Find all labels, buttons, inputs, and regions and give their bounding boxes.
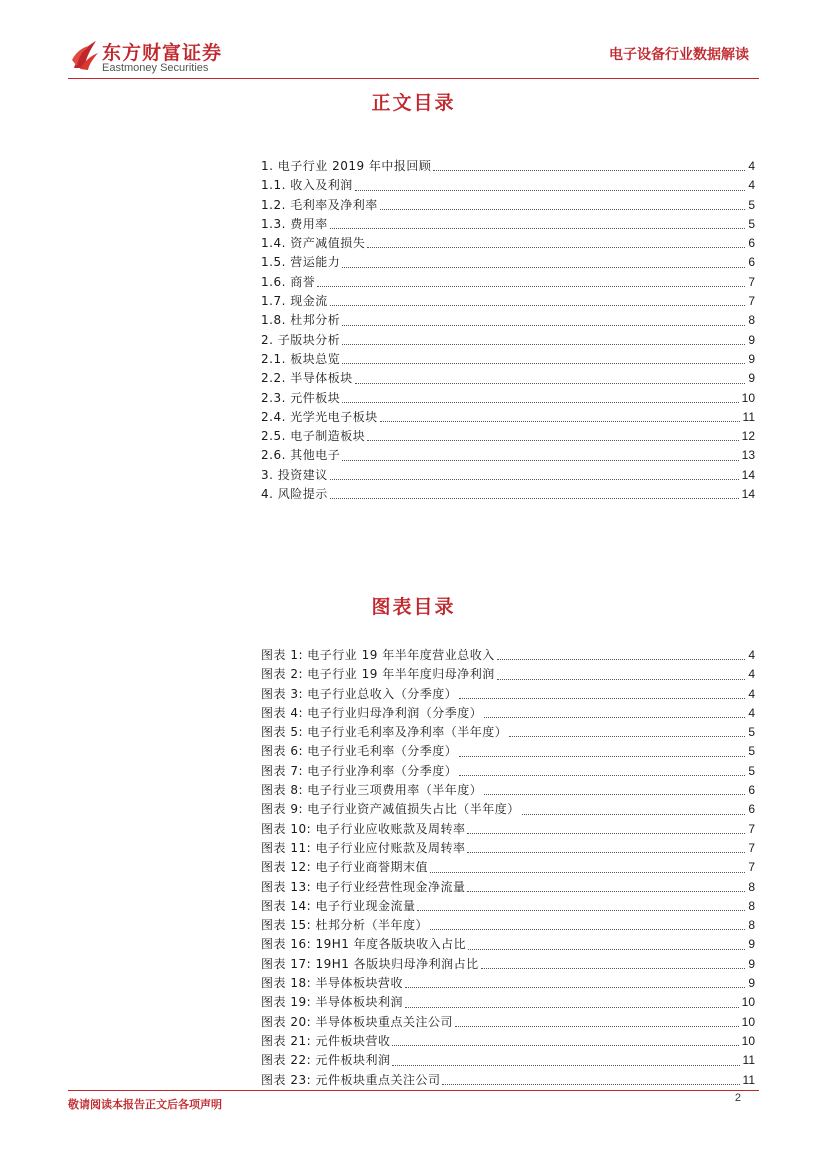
- figure-entry[interactable]: [261, 723, 755, 742]
- toc-entry-label: 2.1. 板块总览: [261, 351, 341, 366]
- figure-entry-label: 图表 12: 电子行业商誉期末值: [261, 860, 428, 875]
- toc-entry-label: 1.2. 毛利率及净利率: [261, 197, 378, 212]
- dot-leader: [455, 1026, 739, 1027]
- list-of-figures: [261, 646, 755, 1090]
- figure-entry-label: 图表 10: 电子行业应收账款及周转率: [261, 821, 466, 836]
- header-divider: [68, 78, 759, 79]
- figure-entry-label: 图表 17: 19H1 各版块归母净利润占比: [261, 956, 479, 971]
- figure-entry-label: 图表 11: 电子行业应付账款及周转率: [261, 840, 466, 855]
- toc-entry-label: 1.3. 费用率: [261, 216, 328, 231]
- toc-entry-label: 1.4. 资产减值损失: [261, 236, 366, 251]
- figure-entry-page: 10: [741, 1014, 755, 1029]
- toc-entry[interactable]: [261, 446, 755, 465]
- dot-leader: [497, 679, 746, 680]
- toc-entry-page: 4: [748, 159, 755, 173]
- dot-leader: [342, 344, 745, 345]
- figure-entry-page: 11: [742, 1072, 755, 1087]
- toc-entry[interactable]: [261, 427, 755, 446]
- dot-leader: [522, 814, 746, 815]
- page-number: 2: [734, 1092, 741, 1104]
- figure-entry-label: 图表 22: 元件板块利润: [261, 1053, 391, 1068]
- dot-leader: [392, 1065, 739, 1066]
- dot-leader: [317, 286, 745, 287]
- figure-entry-page: 6: [748, 802, 755, 817]
- figure-entry-page: 4: [748, 705, 755, 720]
- logo-english-name: Eastmoney Securities: [102, 62, 209, 74]
- figure-entry[interactable]: [261, 916, 755, 935]
- dot-leader: [380, 209, 746, 210]
- toc-entry[interactable]: [261, 234, 755, 253]
- figure-entry-label: 图表 4: 电子行业归母净利润（分季度）: [261, 705, 483, 720]
- figure-entry[interactable]: [261, 781, 755, 800]
- toc-entry[interactable]: [261, 466, 755, 485]
- figures-title: 图表目录: [371, 596, 456, 618]
- dot-leader: [467, 852, 745, 853]
- figure-entry-label: 图表 19: 半导体板块利润: [261, 995, 403, 1010]
- figure-entry-label: 图表 3: 电子行业总收入（分季度）: [261, 686, 458, 701]
- figure-entry-page: 5: [748, 725, 755, 740]
- toc-entry-page: 6: [748, 236, 755, 251]
- dot-leader: [430, 929, 745, 930]
- footer-disclaimer: 敬请阅读本报告正文后各项声明: [68, 1098, 222, 1111]
- toc-entry-page: 9: [748, 351, 755, 366]
- figure-entry-page: 4: [748, 667, 755, 682]
- toc-entry-label: 2.4. 光学光电子板块: [261, 409, 378, 424]
- toc-entry-page: 4: [748, 178, 755, 193]
- figure-entry-label: 图表 13: 电子行业经营性现金净流量: [261, 879, 466, 894]
- dot-leader: [330, 498, 739, 499]
- figure-entry[interactable]: [261, 1071, 755, 1090]
- dot-leader: [330, 305, 746, 306]
- dot-leader: [342, 402, 738, 403]
- logo-chinese-name: 东方财富证券: [102, 42, 223, 64]
- figure-entry-page: 8: [748, 879, 755, 894]
- dot-leader: [497, 659, 746, 660]
- figure-entry[interactable]: [261, 762, 755, 781]
- figure-entry-label: 图表 15: 杜邦分析（半年度）: [261, 918, 428, 933]
- figure-entry-label: 图表 23: 元件板块重点关注公司: [261, 1072, 441, 1087]
- toc-entry-page: 7: [748, 274, 755, 289]
- toc-entry[interactable]: [261, 253, 755, 272]
- toc-entry-label: 1.7. 现金流: [261, 294, 328, 309]
- dot-leader: [380, 421, 740, 422]
- dot-leader: [468, 949, 745, 950]
- toc-entry-page: 13: [741, 448, 755, 463]
- dot-leader: [367, 247, 745, 248]
- toc-entry-label: 2.6. 其他电子: [261, 448, 341, 463]
- figure-entry-page: 7: [748, 840, 755, 855]
- toc-entry[interactable]: [261, 331, 755, 350]
- figure-entry-label: 图表 7: 电子行业净利率（分季度）: [261, 763, 458, 778]
- toc-entry-label: 2.2. 半导体板块: [261, 371, 353, 386]
- dot-leader: [330, 479, 739, 480]
- figure-entry-page: 7: [748, 821, 755, 836]
- toc-entry[interactable]: [261, 408, 755, 427]
- figure-entry-label: 图表 9: 电子行业资产减值损失占比（半年度）: [261, 802, 520, 817]
- toc-entry-page: 8: [748, 313, 755, 328]
- toc-entry-page: 6: [748, 255, 755, 270]
- toc-entry-page: 11: [742, 409, 755, 424]
- dot-leader: [355, 190, 746, 191]
- figure-entry-page: 7: [748, 860, 755, 875]
- dot-leader: [342, 267, 745, 268]
- toc-entry[interactable]: [261, 350, 755, 369]
- dot-leader: [484, 717, 745, 718]
- figure-entry-label: 图表 18: 半导体板块营收: [261, 976, 403, 991]
- figure-entry-label: 图表 21: 元件板块营收: [261, 1033, 391, 1048]
- dot-leader: [484, 794, 745, 795]
- toc-entry-page: 7: [748, 294, 755, 309]
- dot-leader: [330, 228, 746, 229]
- toc-entry[interactable]: [261, 273, 755, 292]
- toc-entry[interactable]: [261, 311, 755, 330]
- figure-entry[interactable]: [261, 646, 755, 665]
- figure-entry-page: 9: [748, 956, 755, 971]
- toc-entry[interactable]: [261, 389, 755, 408]
- toc-entry-label: 1.5. 营运能力: [261, 255, 341, 270]
- figure-entry-label: 图表 1: 电子行业 19 年半年度营业总收入: [261, 648, 495, 662]
- toc-entry[interactable]: [261, 292, 755, 311]
- figure-entry-page: 5: [748, 744, 755, 759]
- dot-leader: [355, 383, 746, 384]
- figure-entry-page: 10: [741, 1033, 755, 1048]
- dot-leader: [342, 363, 745, 364]
- toc-entry-label: 1.8. 杜邦分析: [261, 313, 341, 328]
- toc-entry-label: 2.3. 元件板块: [261, 390, 341, 405]
- figure-entry[interactable]: [261, 704, 755, 723]
- toc-entry-label: 2.5. 电子制造板块: [261, 429, 366, 444]
- figure-entry-label: 图表 5: 电子行业毛利率及净利率（半年度）: [261, 725, 508, 740]
- toc-entry-page: 9: [748, 371, 755, 386]
- figure-entry[interactable]: [261, 1051, 755, 1070]
- figure-entry-page: 9: [748, 976, 755, 991]
- toc-entry[interactable]: [261, 176, 755, 195]
- toc-entry-label: 3. 投资建议: [261, 467, 328, 482]
- toc-entry-page: 5: [748, 197, 755, 212]
- toc-entry-page: 12: [741, 429, 755, 444]
- dot-leader: [459, 698, 745, 699]
- toc-entry-label: 4. 风险提示: [261, 487, 328, 502]
- toc-entry-page: 10: [741, 390, 755, 405]
- figure-entry-page: 9: [748, 937, 755, 952]
- figure-entry-label: 图表 8: 电子行业三项费用率（半年度）: [261, 783, 483, 798]
- dot-leader: [509, 736, 745, 737]
- figure-entry[interactable]: [261, 974, 755, 993]
- figure-entry[interactable]: [261, 955, 755, 974]
- figure-entry-page: 8: [748, 918, 755, 933]
- dot-leader: [367, 440, 738, 441]
- toc-entry-label: 1.6. 商誉: [261, 274, 316, 289]
- figure-entry-page: 4: [748, 648, 755, 662]
- figure-entry[interactable]: [261, 820, 755, 839]
- footer-divider: [68, 1090, 759, 1091]
- dot-leader: [405, 1007, 739, 1008]
- figure-entry[interactable]: [261, 1013, 755, 1032]
- figure-entry-label: 图表 14: 电子行业现金流量: [261, 898, 416, 913]
- figure-entry[interactable]: [261, 935, 755, 954]
- dot-leader: [417, 910, 745, 911]
- eastmoney-logo-icon: [70, 38, 100, 72]
- dot-leader: [392, 1045, 738, 1046]
- figure-entry[interactable]: [261, 685, 755, 704]
- figure-entry[interactable]: [261, 897, 755, 916]
- figure-entry[interactable]: [261, 858, 755, 877]
- dot-leader: [481, 968, 746, 969]
- figure-entry-label: 图表 6: 电子行业毛利率（分季度）: [261, 744, 458, 759]
- figure-entry-page: 11: [742, 1053, 755, 1068]
- dot-leader: [459, 775, 745, 776]
- dot-leader: [430, 872, 745, 873]
- toc-entry-page: 14: [741, 467, 755, 482]
- figure-entry[interactable]: [261, 993, 755, 1012]
- toc-entry[interactable]: [261, 157, 755, 176]
- figure-entry-label: 图表 2: 电子行业 19 年半年度归母净利润: [261, 667, 495, 682]
- dot-leader: [467, 891, 745, 892]
- figure-entry-label: 图表 20: 半导体板块重点关注公司: [261, 1014, 453, 1029]
- toc-entry-label: 1. 电子行业 2019 年中报回顾: [261, 159, 432, 173]
- report-type-heading: 电子设备行业数据解读: [609, 47, 749, 63]
- toc-entry[interactable]: [261, 196, 755, 215]
- toc-entry[interactable]: [261, 369, 755, 388]
- toc-entry-page: 9: [748, 332, 755, 347]
- toc-entry-label: 1.1. 收入及利润: [261, 178, 353, 193]
- eastmoney-logo: [70, 38, 250, 78]
- dot-leader: [342, 325, 745, 326]
- toc-title: 正文目录: [371, 92, 456, 114]
- toc-entry[interactable]: [261, 485, 755, 504]
- toc-entry-page: 14: [741, 487, 755, 502]
- figure-entry-page: 8: [748, 898, 755, 913]
- figure-entry-label: 图表 16: 19H1 年度各版块收入占比: [261, 937, 467, 952]
- figure-entry[interactable]: [261, 665, 755, 684]
- figure-entry[interactable]: [261, 839, 755, 858]
- toc-entry[interactable]: [261, 215, 755, 234]
- dot-leader: [467, 833, 745, 834]
- figure-entry[interactable]: [261, 742, 755, 761]
- figure-entry[interactable]: [261, 1032, 755, 1051]
- dot-leader: [459, 756, 745, 757]
- table-of-contents: [261, 157, 755, 504]
- dot-leader: [433, 170, 745, 171]
- figure-entry[interactable]: [261, 878, 755, 897]
- toc-entry-page: 5: [748, 216, 755, 231]
- figure-entry-page: 10: [741, 995, 755, 1010]
- figure-entry[interactable]: [261, 800, 755, 819]
- figure-entry-page: 5: [748, 763, 755, 778]
- figure-entry-page: 6: [748, 783, 755, 798]
- figure-entry-page: 4: [748, 686, 755, 701]
- dot-leader: [405, 987, 745, 988]
- dot-leader: [442, 1084, 739, 1085]
- dot-leader: [342, 460, 738, 461]
- toc-entry-label: 2. 子版块分析: [261, 332, 341, 347]
